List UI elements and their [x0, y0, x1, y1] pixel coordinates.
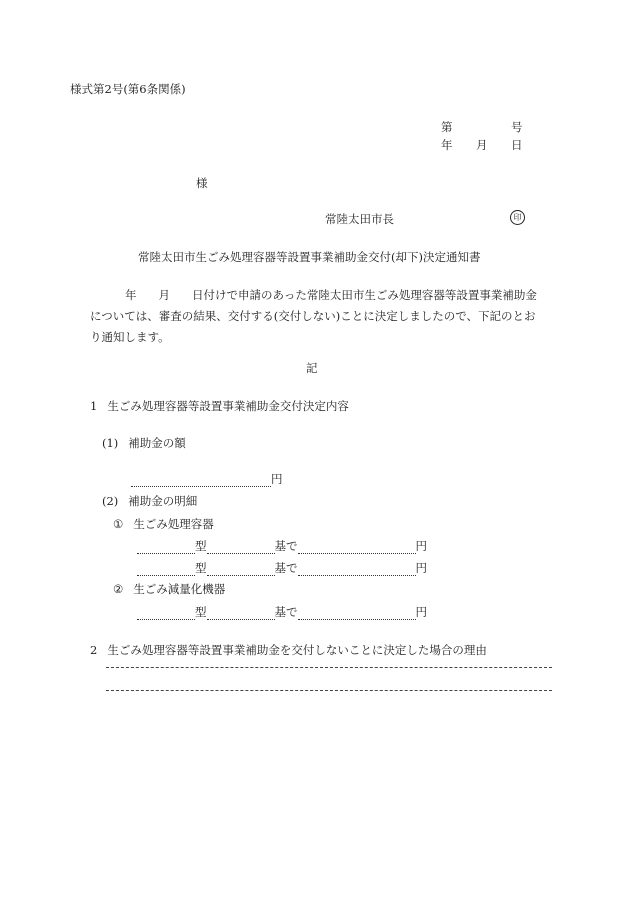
- ki-label: 基で: [274, 605, 298, 619]
- section-1-heading: [90, 398, 349, 414]
- model-blank: [137, 608, 195, 620]
- body-line-3: り通知します。: [90, 330, 170, 344]
- subsection-1-title: 補助金の額: [128, 436, 186, 450]
- yen-label: 円: [415, 561, 427, 575]
- section-2-number: 2: [90, 643, 98, 657]
- kata-label: 型: [195, 605, 207, 619]
- kata-label: 型: [195, 561, 207, 575]
- addressee-suffix: 様: [196, 176, 208, 190]
- model-blank: [137, 564, 195, 576]
- count-blank: [207, 564, 275, 576]
- model-blank: [137, 542, 195, 554]
- body-line-1: [90, 285, 560, 306]
- item-1-heading: [113, 516, 214, 532]
- price-blank: [298, 564, 416, 576]
- doc-number-dai: 第: [441, 120, 453, 134]
- count-blank: [207, 542, 275, 554]
- section-2-heading: [90, 642, 487, 658]
- item-1-detail-row: [137, 538, 427, 554]
- subsection-2-heading: [102, 493, 197, 509]
- form-label: 様式第2号(第6条関係): [70, 82, 186, 96]
- doc-number-go: 号: [511, 120, 523, 134]
- document-title: 常陸太田市生ごみ処理容器等設置事業補助金交付(却下)決定通知書: [138, 250, 481, 264]
- subsection-2-title: 補助金の明細: [128, 494, 198, 508]
- item-2-detail-row: [137, 604, 427, 620]
- section-1-number: 1: [90, 399, 98, 413]
- kata-label: 型: [195, 539, 207, 553]
- item-2-heading: [113, 581, 225, 597]
- count-blank: [207, 608, 275, 620]
- body-tsuki: 月: [158, 288, 170, 302]
- body-nen: 年: [125, 288, 137, 302]
- price-blank: [298, 608, 416, 620]
- section-1-title: 生ごみ処理容器等設置事業補助金交付決定内容: [107, 399, 349, 413]
- body-line-2: については、審査の結果、交付する(交付しない)ことに決定しましたので、下記のとお: [90, 309, 536, 323]
- subsection-2-number: (2): [102, 494, 119, 508]
- reason-line-2: [106, 690, 552, 691]
- subsidy-amount-line: [131, 471, 283, 487]
- item-2-number: ②: [113, 582, 124, 596]
- issuer-title: 常陸太田市長: [325, 212, 394, 226]
- body-paragraph: [90, 285, 560, 348]
- item-1-title: 生ごみ処理容器: [133, 517, 214, 531]
- date-nen: 年: [441, 138, 453, 152]
- price-blank: [298, 542, 416, 554]
- ki-label: 基で: [274, 561, 298, 575]
- subsection-1-heading: [102, 435, 186, 451]
- date-hi: 日: [511, 138, 523, 152]
- ki-label: 基で: [274, 539, 298, 553]
- body-line-1-text: 日付けで申請のあった常陸太田市生ごみ処理容器等設置事業補助金: [192, 288, 537, 302]
- subsection-1-number: (1): [102, 436, 119, 450]
- item-1-detail-row: [137, 560, 427, 576]
- item-2-title: 生ごみ減量化機器: [133, 582, 226, 596]
- section-2-title: 生ごみ処理容器等設置事業補助金を交付しないことに決定した場合の理由: [107, 643, 487, 657]
- amount-blank: [131, 475, 271, 487]
- seal-mark: 印: [510, 210, 525, 225]
- yen-label: 円: [415, 539, 427, 553]
- date-tsuki: 月: [476, 138, 488, 152]
- yen-label: 円: [415, 605, 427, 619]
- reason-line-1: [106, 667, 552, 668]
- item-1-number: ①: [113, 517, 124, 531]
- ki-heading: 記: [306, 361, 318, 375]
- amount-yen-unit: 円: [271, 472, 283, 486]
